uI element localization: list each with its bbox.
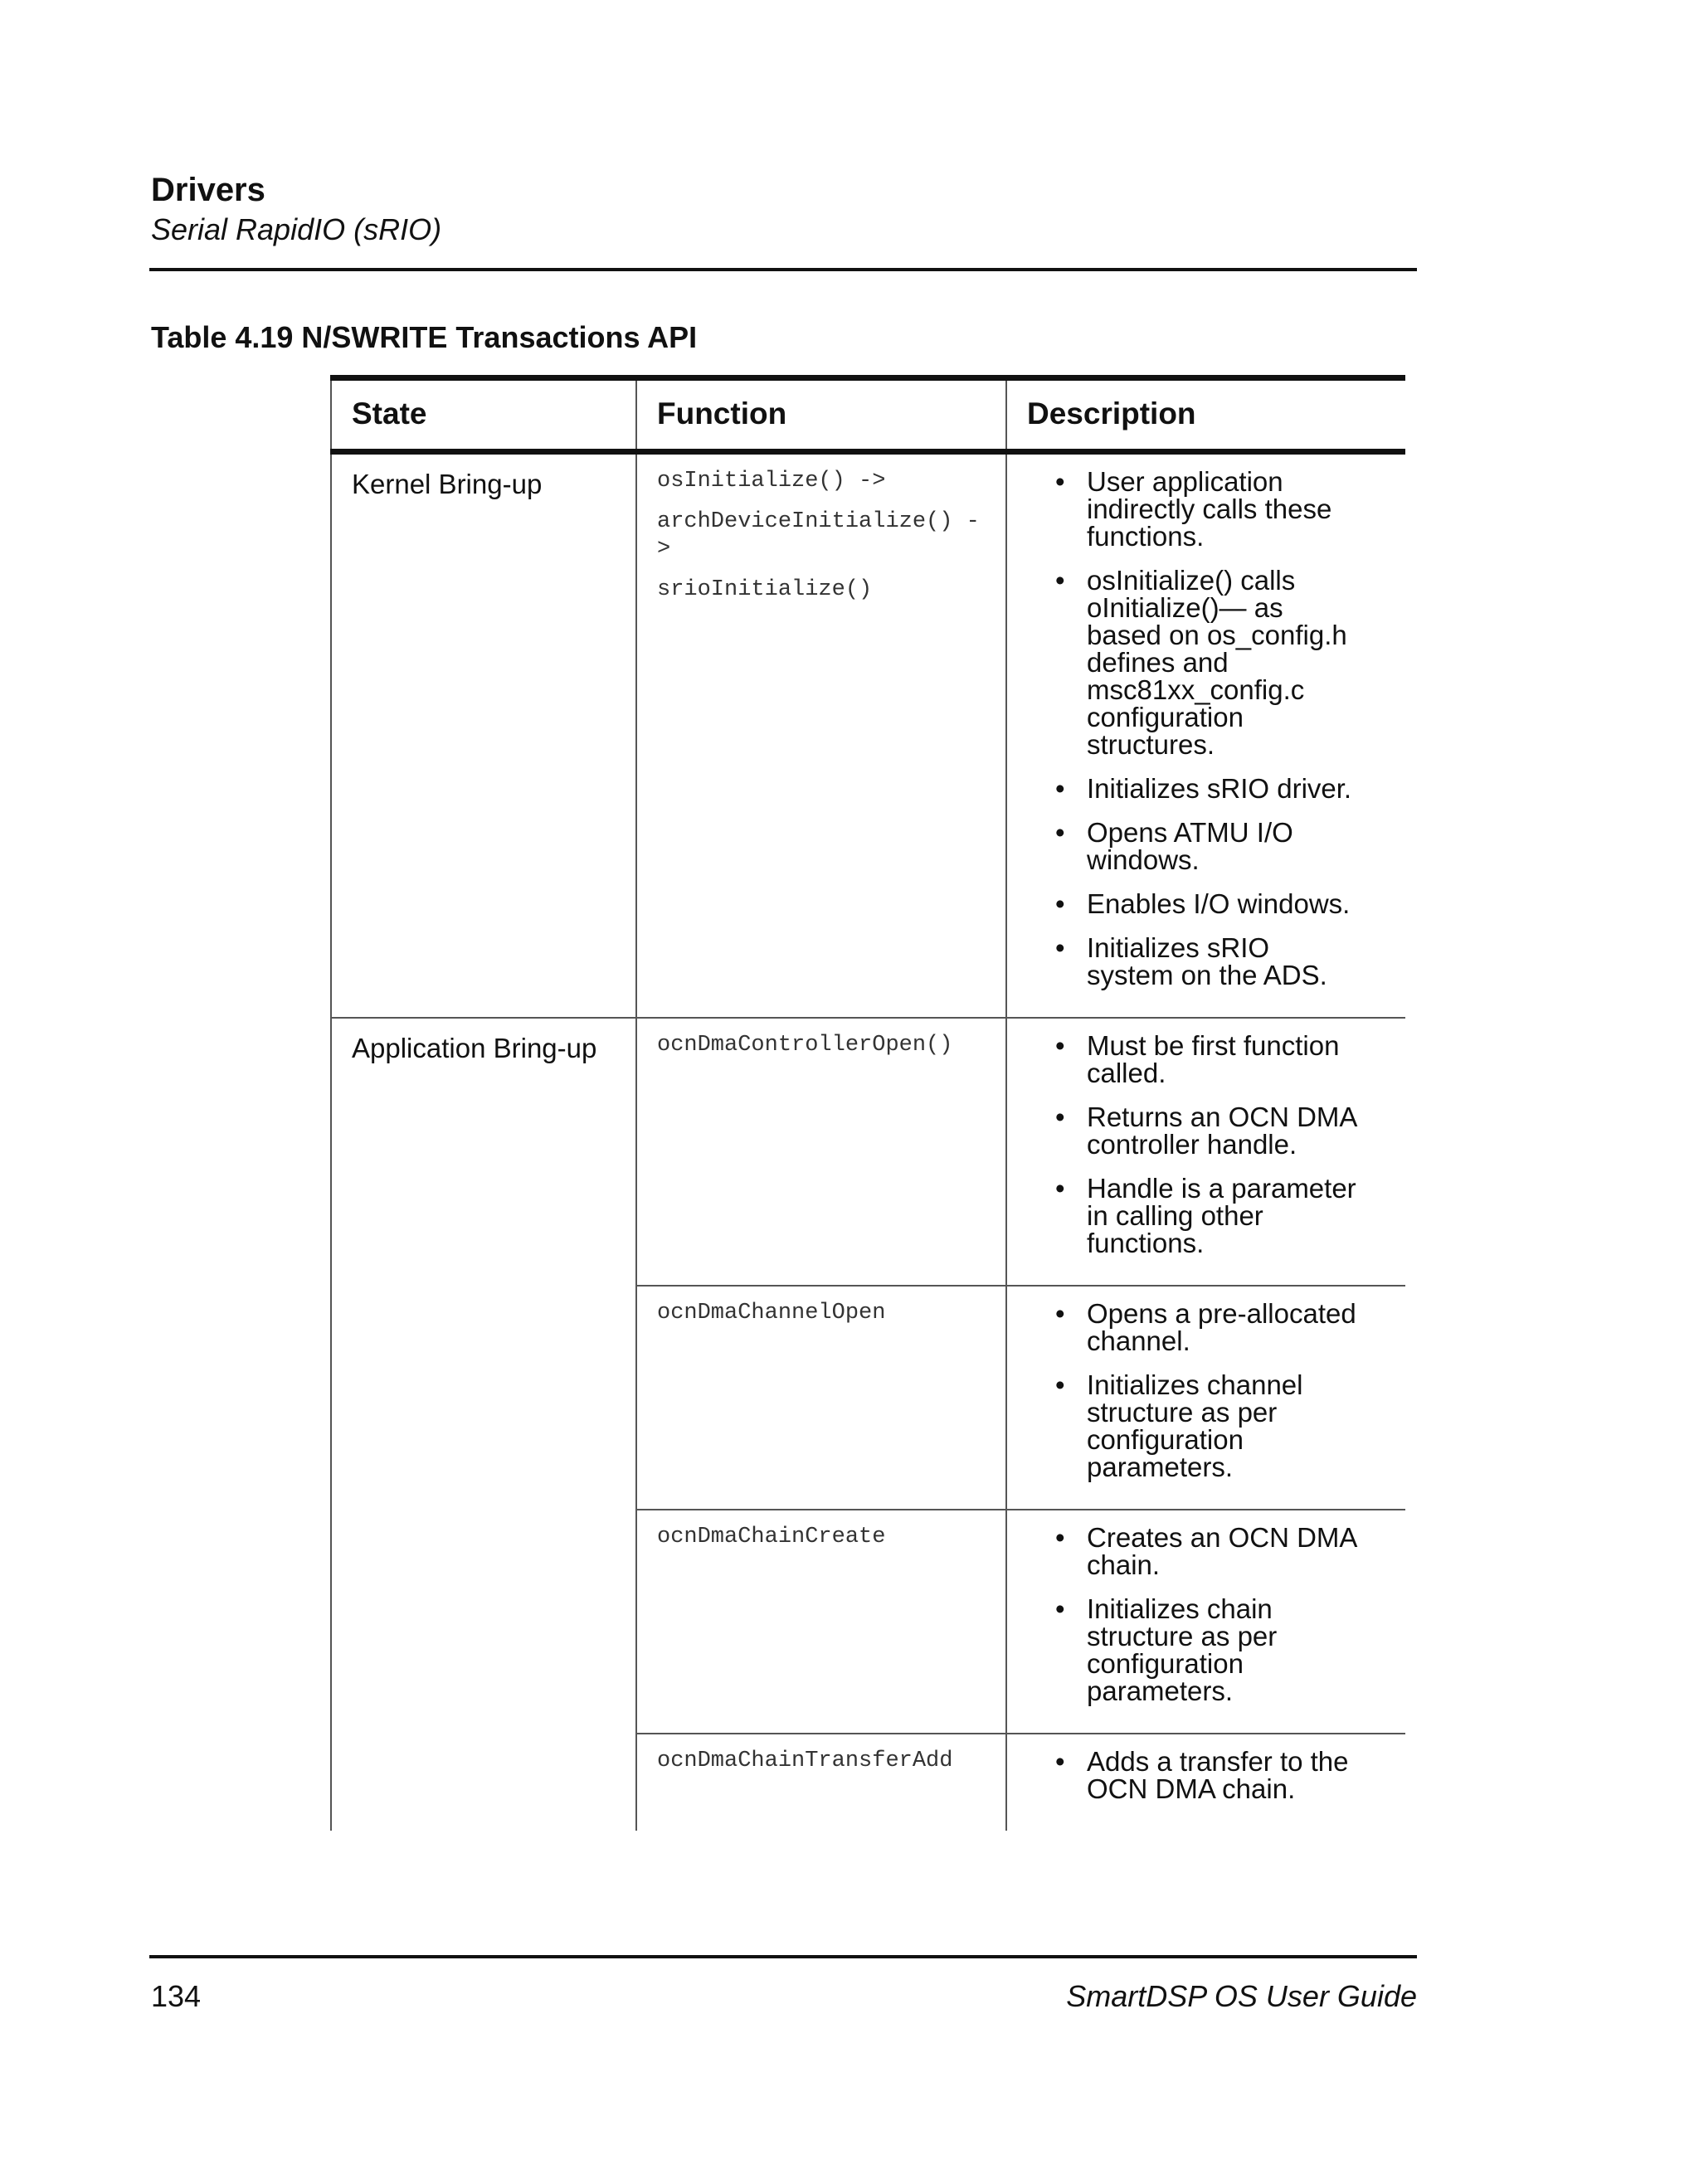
bullet-item xyxy=(1055,468,1361,550)
bullet-list xyxy=(1055,1300,1372,1481)
section-title: Drivers xyxy=(151,172,265,208)
bullet-dot-icon: • xyxy=(1055,888,1065,919)
bullet-text: Initializes sRIO system on the ADS. xyxy=(1087,932,1327,990)
bullet-text: Must be first function called. xyxy=(1087,1030,1340,1088)
bullet-item xyxy=(1055,934,1361,989)
bullet-dot-icon: • xyxy=(1055,1369,1065,1400)
state-cell xyxy=(331,452,636,1019)
bullet-item xyxy=(1055,775,1361,802)
function-cell xyxy=(636,1510,1006,1734)
bullet-dot-icon: • xyxy=(1055,565,1065,596)
table-header-row xyxy=(331,378,1405,452)
bullet-item xyxy=(1055,1748,1361,1802)
state-text: Application Bring-up xyxy=(352,1033,597,1063)
description-cell xyxy=(1006,1018,1405,1286)
bullet-dot-icon: • xyxy=(1055,1298,1065,1329)
bullet-dot-icon: • xyxy=(1055,1522,1065,1553)
bullet-dot-icon: • xyxy=(1055,1746,1065,1777)
function-name: ocnDmaChannelOpen xyxy=(657,1301,886,1325)
column-header-description: Description xyxy=(1006,378,1405,452)
table-body xyxy=(331,452,1405,1831)
function-name: osInitialize() -> xyxy=(657,469,886,494)
bullet-dot-icon: • xyxy=(1055,1173,1065,1204)
bullet-item xyxy=(1055,1371,1361,1481)
bullet-item xyxy=(1055,1300,1361,1355)
function-name: archDeviceInitialize() -> xyxy=(657,509,980,562)
bullet-list xyxy=(1055,1524,1372,1705)
bullet-text: Handle is a parameter in calling other functions. xyxy=(1087,1173,1356,1258)
bullet-text: Opens a pre-allocated channel. xyxy=(1087,1298,1356,1356)
function-name: srioInitialize() xyxy=(657,577,873,602)
bullet-text: Creates an OCN DMA chain. xyxy=(1087,1522,1356,1580)
bullet-text: Opens ATMU I/O windows. xyxy=(1087,817,1293,875)
section-subtitle: Serial RapidIO (sRIO) xyxy=(151,212,442,246)
bullet-list xyxy=(1055,468,1372,989)
function-name: ocnDmaControllerOpen() xyxy=(657,1033,953,1058)
bullet-item xyxy=(1055,819,1361,873)
bullet-text: Initializes channel structure as per configuration parameters. xyxy=(1087,1369,1303,1482)
bullet-text: Initializes sRIO driver. xyxy=(1087,773,1352,804)
bullet-item xyxy=(1055,1032,1361,1087)
description-cell xyxy=(1006,1734,1405,1831)
bullet-dot-icon: • xyxy=(1055,1593,1065,1624)
bullet-dot-icon: • xyxy=(1055,773,1065,804)
page-number: 134 xyxy=(151,1979,202,2013)
bullet-list xyxy=(1055,1748,1372,1802)
bullet-item xyxy=(1055,567,1361,758)
state-text: Kernel Bring-up xyxy=(352,469,543,499)
bullet-list xyxy=(1055,1032,1372,1257)
bullet-text: Enables I/O windows. xyxy=(1087,888,1351,919)
bullet-item xyxy=(1055,1175,1361,1257)
table-row xyxy=(331,1018,1405,1286)
state-cell xyxy=(331,1018,636,1831)
bullet-text: Adds a transfer to the OCN DMA chain. xyxy=(1087,1746,1349,1804)
api-table-container xyxy=(330,375,1405,1851)
bullet-item xyxy=(1055,1103,1361,1158)
function-cell xyxy=(636,1734,1006,1831)
bullet-dot-icon: • xyxy=(1055,1102,1065,1132)
description-cell xyxy=(1006,1510,1405,1734)
bullet-item xyxy=(1055,890,1361,917)
guide-title: SmartDSP OS User Guide xyxy=(1066,1979,1417,2013)
api-table xyxy=(330,375,1405,1831)
bullet-text: Initializes chain structure as per configuration parameters. xyxy=(1087,1593,1278,1706)
column-header-state: State xyxy=(331,378,636,452)
footer-rule xyxy=(149,1955,1417,1958)
bullet-text: Returns an OCN DMA controller handle. xyxy=(1087,1102,1356,1160)
bullet-text: osInitialize() calls oInitialize()— as based on os_config.h defines and msc81xx_config.c configuration structures. xyxy=(1087,565,1347,760)
function-cell xyxy=(636,1018,1006,1286)
table-row xyxy=(331,452,1405,1019)
bullet-item xyxy=(1055,1524,1361,1578)
column-header-function: Function xyxy=(636,378,1006,452)
function-name: ocnDmaChainTransferAdd xyxy=(657,1749,953,1773)
bullet-dot-icon: • xyxy=(1055,932,1065,963)
function-cell xyxy=(636,1286,1006,1510)
function-cell xyxy=(636,452,1006,1019)
bullet-text: User application indirectly calls these functions. xyxy=(1087,466,1332,552)
description-cell xyxy=(1006,452,1405,1019)
description-cell xyxy=(1006,1286,1405,1510)
bullet-dot-icon: • xyxy=(1055,466,1065,497)
bullet-dot-icon: • xyxy=(1055,1030,1065,1061)
bullet-dot-icon: • xyxy=(1055,817,1065,848)
bullet-item xyxy=(1055,1595,1361,1705)
function-name: ocnDmaChainCreate xyxy=(657,1525,886,1549)
table-caption: Table 4.19 N/SWRITE Transactions API xyxy=(151,320,698,354)
header-rule xyxy=(149,268,1417,271)
